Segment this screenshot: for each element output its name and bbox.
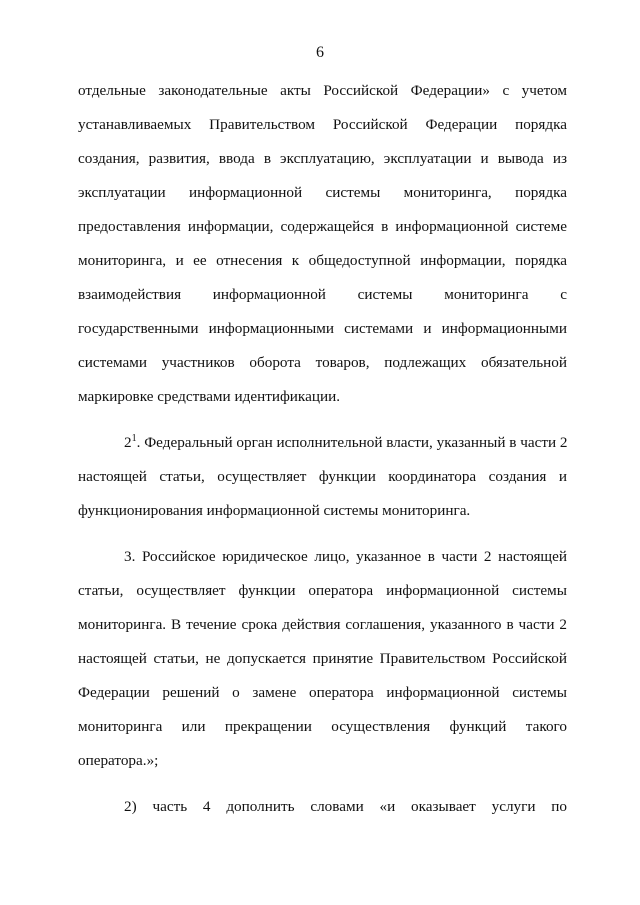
text-line: эксплуатации информационной системы мониторинга, порядка [78, 184, 567, 201]
text-line: функционирования информационной системы мониторинга. [78, 502, 471, 519]
text-line [78, 432, 567, 466]
text-line: отдельные законодательные акты Российской Федерации» с учетом [78, 82, 567, 99]
page-number: 6 [316, 44, 324, 61]
text-line: статьи, осуществляет функции оператора информационной системы [78, 582, 567, 599]
text-line: устанавливаемых Правительством Российской Федерации порядка [78, 116, 567, 133]
clause-text: . Федеральный орган исполнительной власти, указанный в части 2 [136, 434, 568, 451]
text-line: маркировке средствами идентификации. [78, 388, 340, 405]
paragraph-1 [78, 80, 567, 420]
text-line: взаимодействия информационной системы мониторинга с [78, 286, 567, 303]
paragraph-2 [78, 432, 567, 534]
text-line: мониторинга или прекращении осуществления функций такого [78, 718, 567, 735]
text-line: мониторинга, и ее отнесения к общедоступной информации, порядка [78, 252, 567, 269]
clause-number: 2 [124, 434, 132, 451]
text-line: государственными информационными системами и информационными [78, 320, 567, 337]
text-line: 2) часть 4 дополнить словами «и оказывает услуги по [124, 798, 567, 815]
text-line: создания, развития, ввода в эксплуатацию, эксплуатации и вывода из [78, 150, 567, 167]
text-line: мониторинга. В течение срока действия соглашения, указанного в части 2 [78, 616, 567, 633]
paragraph-4 [78, 796, 567, 830]
text-line: оператора.»; [78, 752, 159, 769]
text-line: Федерации решений о замене оператора информационной системы [78, 684, 567, 701]
paragraph-3 [78, 546, 567, 784]
clause-superscript: 1 [131, 433, 137, 444]
text-line: настоящей статьи, осуществляет функции координатора создания и [78, 468, 567, 485]
text-line: предоставления информации, содержащейся в информационной системе [78, 218, 567, 235]
text-line: настоящей статьи, не допускается принятие Правительством Российской [78, 650, 567, 667]
document-body [78, 80, 567, 830]
text-line: системами участников оборота товаров, подлежащих обязательной [78, 354, 567, 371]
text-line: 3. Российское юридическое лицо, указанное в части 2 настоящей [124, 548, 567, 565]
